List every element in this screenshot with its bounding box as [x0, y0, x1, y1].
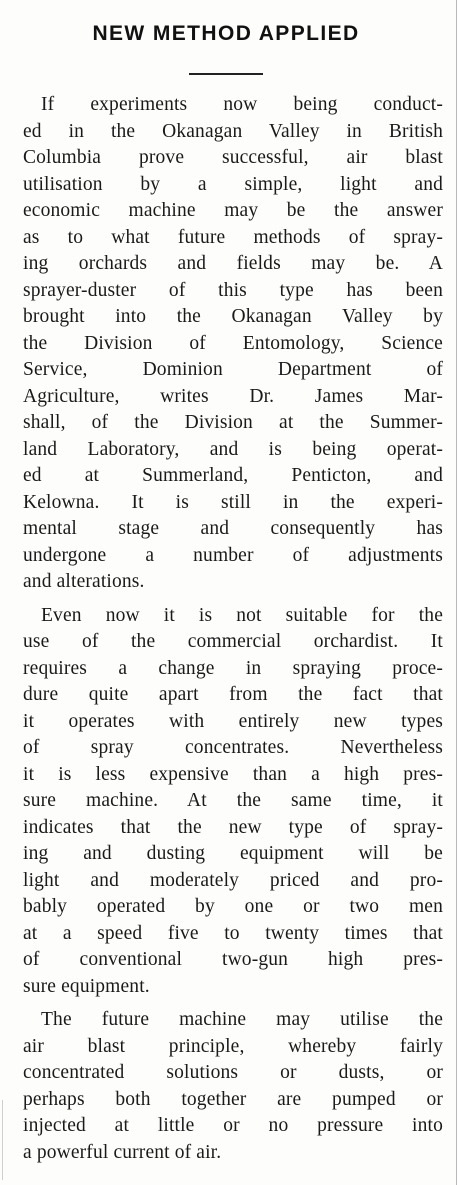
text-line: Service, Dominion Department of — [23, 359, 443, 380]
text-line: of conventional two-gun high pres- — [23, 949, 443, 970]
headline-rule — [189, 73, 263, 75]
text-line: perhaps both together are pumped or — [23, 1088, 443, 1110]
text-line: mental stage and consequently has — [23, 518, 443, 539]
text-line: Columbia prove successful, air blast — [23, 147, 443, 168]
text-line: ing and dusting equipment will be — [23, 843, 443, 864]
clipping-edge-left — [2, 1100, 3, 1180]
text-line: at a speed five to twenty times that — [23, 922, 443, 944]
text-line: brought into the Okanagan Valley by — [23, 306, 443, 327]
text-line: concentrated solutions or dusts, or — [23, 1062, 443, 1083]
text-line: undergone a number of adjustments — [23, 544, 443, 566]
text-line: use of the commercial orchardist. It — [23, 631, 443, 652]
text-line: land Laboratory, and is being operat- — [23, 438, 443, 460]
text-line: economic machine may be the answer — [23, 200, 443, 221]
article-body — [23, 92, 443, 1166]
text-line: shall, of the Division at the Summer- — [23, 412, 443, 433]
text-line: it operates with entirely new types — [23, 710, 443, 732]
text-line: of spray concentrates. Nevertheless — [23, 737, 443, 758]
text-line: light and moderately priced and pro- — [23, 869, 443, 891]
paragraph-2 — [23, 603, 443, 1001]
text-line: dure quite apart from the fact that — [23, 684, 443, 705]
text-line: it is less expensive than a high pres- — [23, 763, 443, 785]
headline: NEW METHOD APPLIED — [92, 22, 360, 45]
text-line: indicates that the new type of spray- — [23, 816, 443, 838]
text-line: Kelowna. It is still in the experi- — [23, 491, 443, 513]
text-line: and alterations. — [23, 571, 145, 592]
text-line: The future machine may utilise the — [41, 1009, 443, 1030]
text-line: a powerful current of air. — [23, 1141, 222, 1163]
text-line: the Division of Entomology, Science — [23, 332, 443, 354]
text-line: Even now it is not suitable for the — [41, 604, 443, 626]
paragraph-gap — [23, 596, 443, 603]
text-line: Agriculture, writes Dr. James Mar- — [23, 385, 443, 407]
text-line: utilisation by a simple, light and — [23, 173, 443, 195]
text-line: as to what future methods of spray- — [23, 226, 443, 248]
text-line: requires a change in spraying proce- — [23, 657, 443, 679]
text-line: If experiments now being conduct- — [41, 94, 443, 115]
clipping-edge-right — [456, 0, 457, 1185]
text-line: sprayer-duster of this type has been — [23, 279, 443, 301]
paragraph-3 — [23, 1007, 443, 1166]
text-line: ing orchards and fields may be. A — [23, 253, 443, 274]
paragraph-gap — [23, 1000, 443, 1007]
paragraph-1 — [23, 92, 443, 596]
text-line: sure equipment. — [23, 975, 150, 997]
text-line: air blast principle, whereby fairly — [23, 1035, 443, 1057]
text-line: injected at little or no pressure into — [23, 1115, 443, 1136]
text-line: sure machine. At the same time, it — [23, 790, 443, 811]
text-line: ed in the Okanagan Valley in British — [23, 120, 443, 142]
text-line: ed at Summerland, Penticton, and — [23, 465, 443, 486]
text-line: bably operated by one or two men — [23, 896, 443, 917]
